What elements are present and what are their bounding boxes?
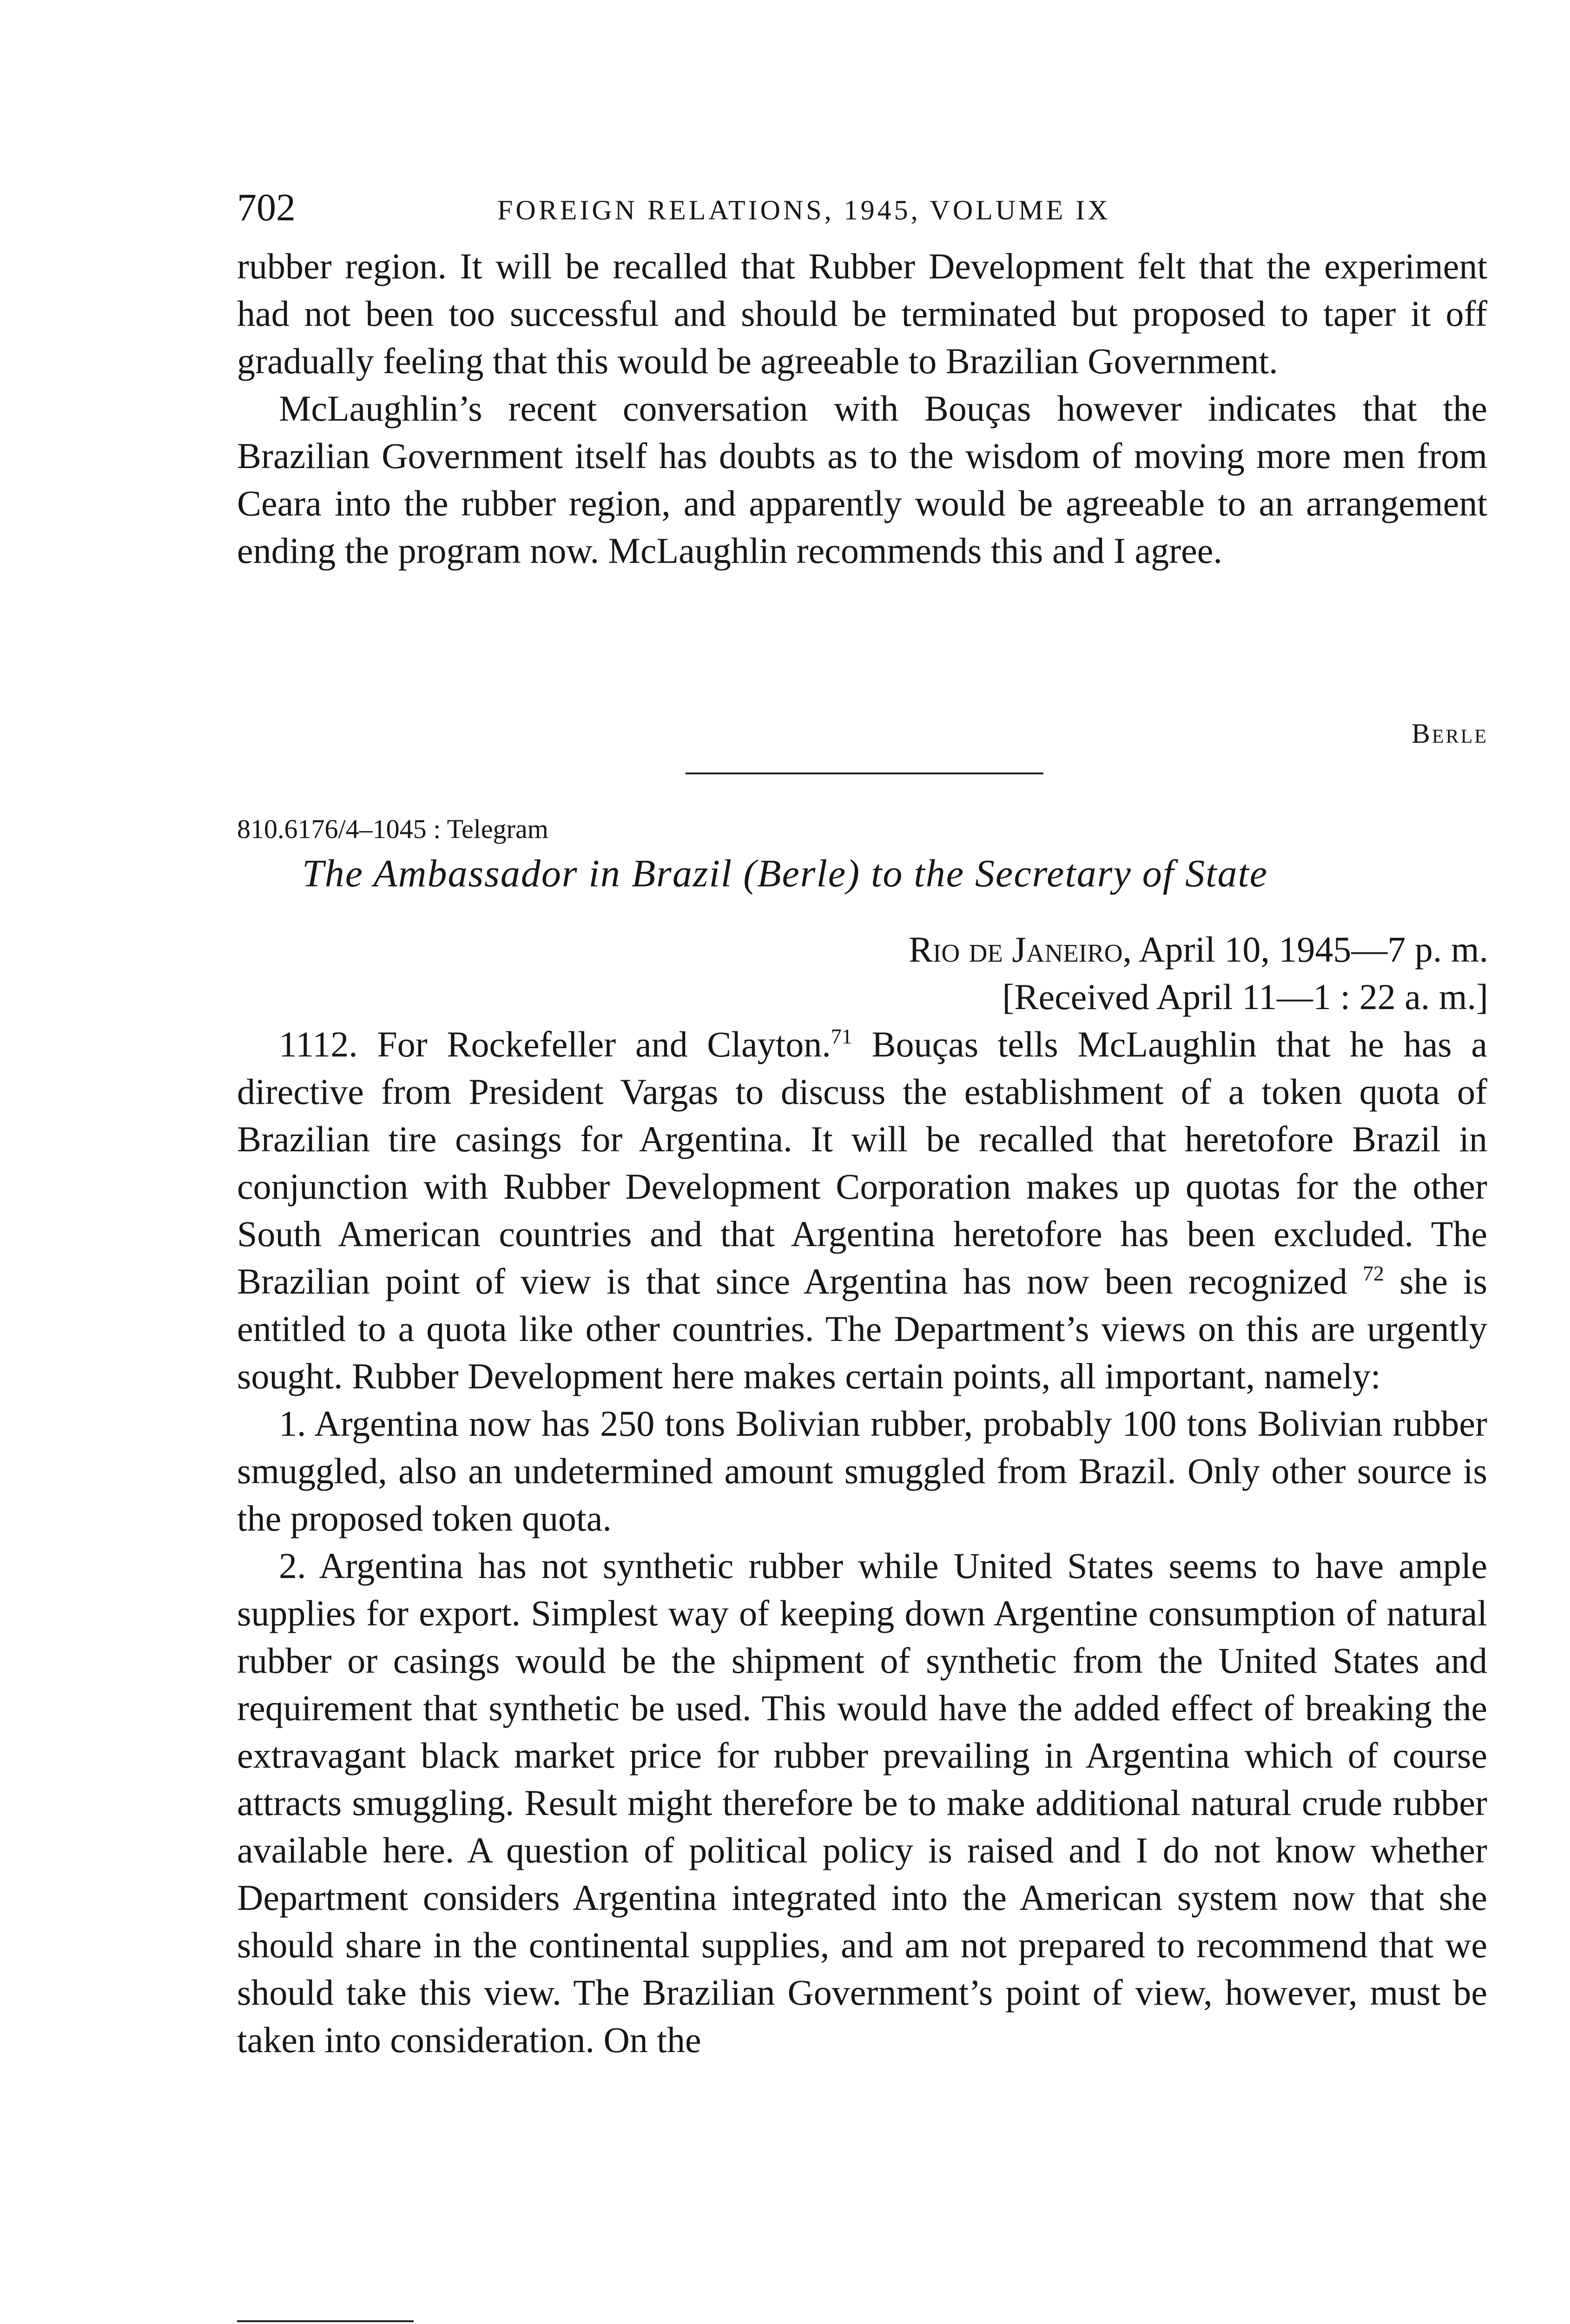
running-head: FOREIGN RELATIONS, 1945, VOLUME IX [497, 195, 1111, 225]
telegram-point-1: 1. Argentina now has 250 tons Bolivian rubber, probably 100 tons Bolivian rubber smuggled, also an undetermined amount smuggled from Brazil. Only other source is the proposed token quota. [237, 1403, 1487, 1538]
received-note: [Received April 11—1 : 22 a. m.] [1002, 977, 1488, 1017]
telegram-text-end: she is entitled to a quota like other countries. The Department’s views on this are urgently sought. Rubber Development here makes certain points, all important, namely: [237, 1261, 1488, 1396]
dateline-place: Rio de Janeiro [909, 929, 1123, 970]
telegram-body [237, 1021, 1487, 2064]
footnote-ref-72: 72 [1363, 1261, 1384, 1285]
continued-paragraph-2: McLaughlin’s recent conversation with Bouças however indicates that the Brazilian Government itself has doubts as to the wisdom of moving more men from Ceara into the rubber region, and apparently would be agreeable to an arrangement ending the program now. McLaughlin recommends this and I agree. [237, 388, 1487, 571]
telegram-lead: 1112. For Rockefeller and Clayton. [279, 1024, 831, 1064]
signature-berle: Berle [1412, 718, 1488, 749]
telegram-paragraph-1 [237, 1021, 1487, 1400]
dateline-date: , April 10, 1945—7 p. m. [1122, 929, 1488, 970]
telegram-text-mid: Bouças tells McLaughlin that he has a directive from President Vargas to discuss the establishment of a token quota of Brazilian tire casings for Argentina. It will be recalled that heretofore Brazil in conjunction with Rubber Development Corporation makes up quotas for the other South American countries and that Argentina heretofore has been excluded. The Brazilian point of view is that since Argentina has now been recognized [237, 1024, 1487, 1301]
continued-text [237, 243, 1487, 574]
telegram-point-2: 2. Argentina has not synthetic rubber while United States seems to have ample supplies for export. Simplest way of keeping down Argentine consumption of natural rubber or casings would be the shipment of synthetic from the United States and requirement that synthetic be used. This would have the added effect of breaking the extravagant black market price for rubber prevailing in Argentina which of course attracts smuggling. Result might therefore be to make additional natural crude rubber available here. A question of political policy is raised and I do not know whether Department considers Argentina integrated into the American system now that she should share in the continental supplies, and am not prepared to recommend that we should take this view. The Brazilian Government’s point of view, however, must be taken into consideration. On the [237, 1545, 1487, 2060]
page-header [237, 182, 1236, 233]
file-reference: 810.6176/4–1045 : Telegram [237, 814, 548, 844]
page-number: 702 [237, 186, 296, 229]
section-divider [686, 772, 1043, 774]
continued-paragraph-1: rubber region. It will be recalled that Rubber Development felt that the experiment had not been too successful and should be terminated but proposed to taper it off gradually feeling that this would be agreeable to Brazilian Government. [237, 246, 1487, 381]
footnote-divider [237, 2320, 414, 2322]
dateline [909, 926, 1488, 1021]
footnote-ref-71: 71 [831, 1024, 852, 1048]
document-title: The Ambassador in Brazil (Berle) to the Secretary of State [302, 852, 1268, 895]
